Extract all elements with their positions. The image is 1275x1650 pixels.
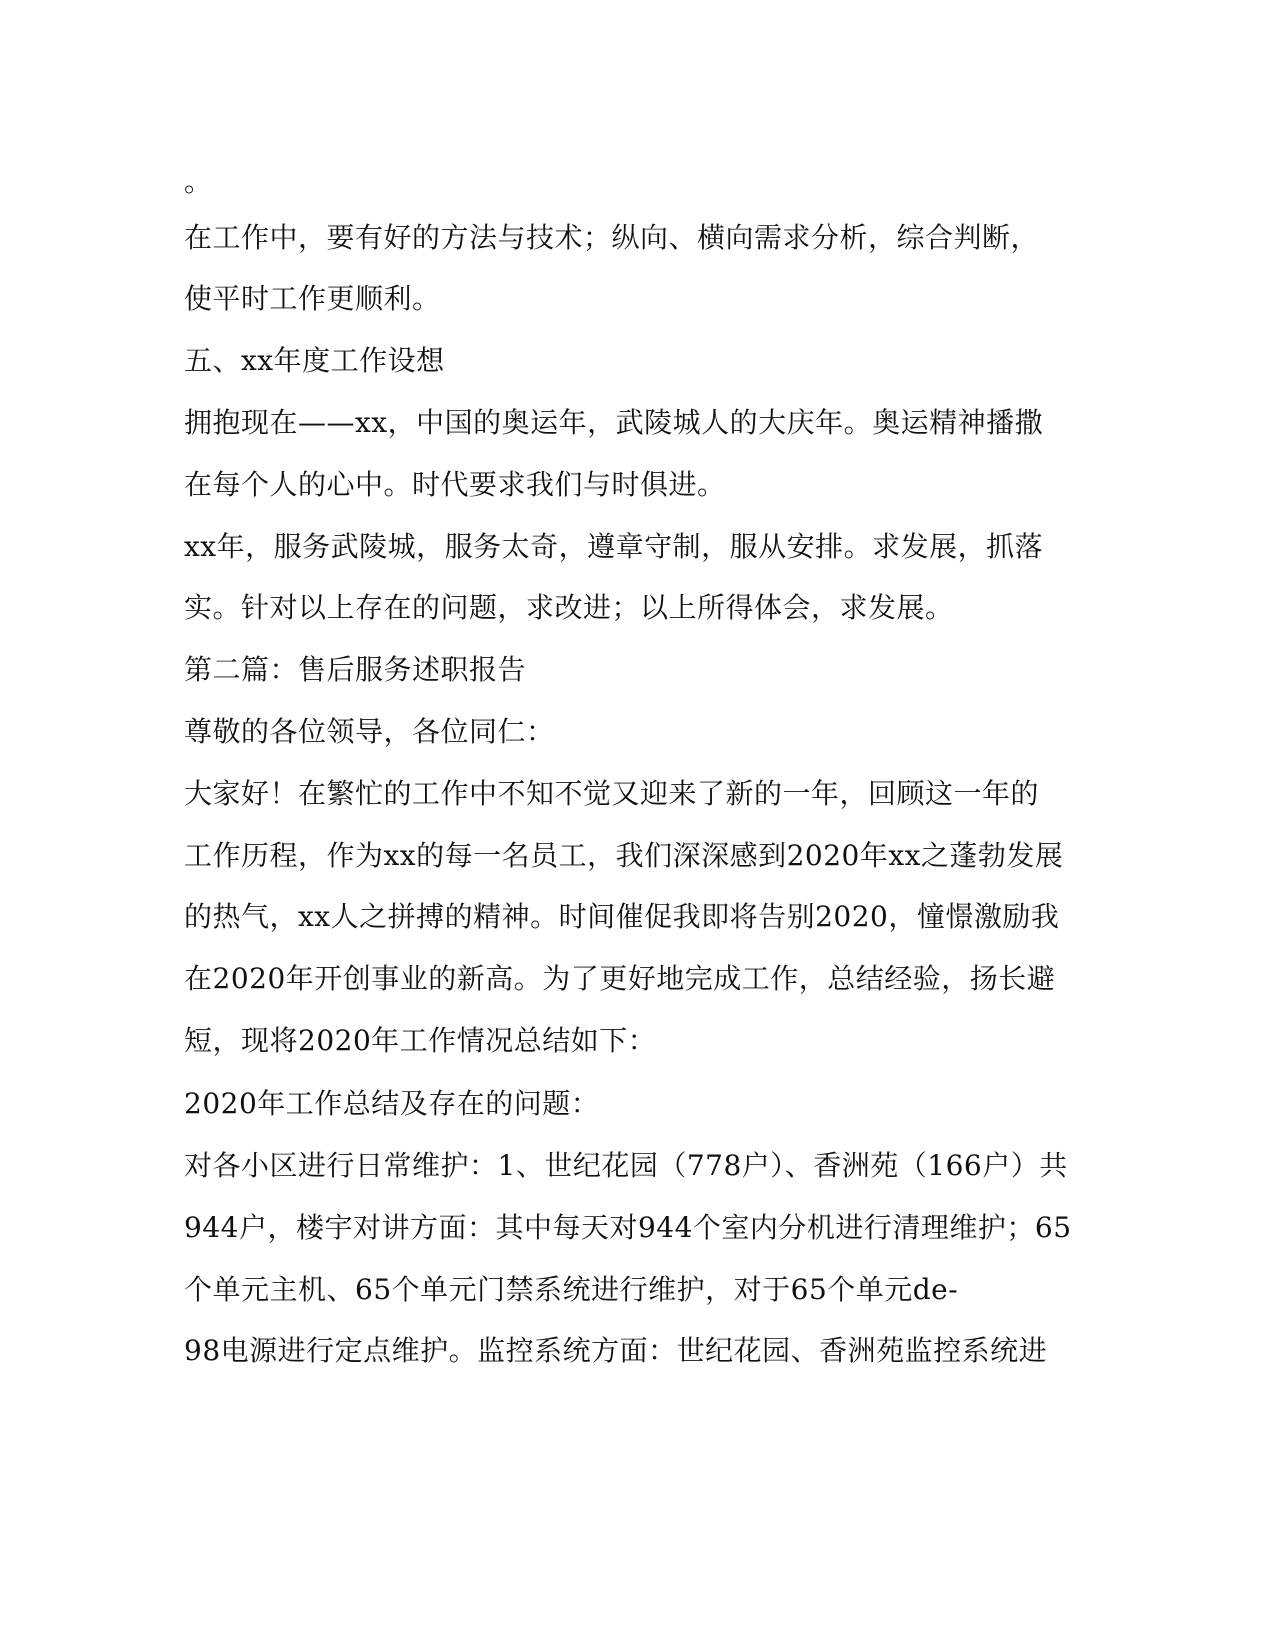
- text-line: 拥抱现在——xx，中国的奥运年，武陵城人的大庆年。奥运精神播撒: [184, 406, 1044, 439]
- text-line: 个单元主机、65个单元门禁系统进行维护，对于65个单元de-: [184, 1273, 959, 1306]
- text-line: 。: [184, 165, 213, 198]
- text-line: 在每个人的心中。时代要求我们与时俱进。: [184, 468, 726, 501]
- text-line: 的热气，xx人之拼搏的精神。时间催促我即将告别2020，憧憬激励我: [184, 900, 1060, 933]
- section-heading: 2020年工作总结及存在的问题：: [184, 1087, 600, 1120]
- salutation: 尊敬的各位领导，各位同仁：: [184, 715, 555, 748]
- text-line: 短，现将2020年工作情况总结如下：: [184, 1024, 657, 1057]
- document-title: 第二篇：售后服务述职报告: [184, 653, 527, 686]
- text-line: 944户，楼宇对讲方面：其中每天对944个室内分机进行清理维护；65: [184, 1211, 1072, 1244]
- text-line: 实。针对以上存在的问题，求改进；以上所得体会，求发展。: [184, 591, 954, 624]
- text-line: 对各小区进行日常维护：1、世纪花园（778户）、香洲苑（166户）共: [184, 1149, 1068, 1182]
- text-line: 工作历程，作为xx的每一名员工，我们深深感到2020年xx之蓬勃发展: [184, 839, 1064, 872]
- text-line: 98电源进行定点维护。监控系统方面：世纪花园、香洲苑监控系统进: [184, 1334, 1048, 1367]
- text-line: 在2020年开创事业的新高。为了更好地完成工作，总结经验，扬长避: [184, 962, 1056, 995]
- text-line: 大家好！在繁忙的工作中不知不觉又迎来了新的一年，回顾这一年的: [184, 777, 1040, 810]
- text-line: 在工作中，要有好的方法与技术；纵向、横向需求分析，综合判断，: [184, 221, 1040, 254]
- text-line: 使平时工作更顺利。: [184, 282, 441, 315]
- text-line: xx年，服务武陵城，服务太奇，遵章守制，服从安排。求发展，抓落: [184, 530, 1044, 563]
- section-heading: 五、xx年度工作设想: [184, 344, 445, 377]
